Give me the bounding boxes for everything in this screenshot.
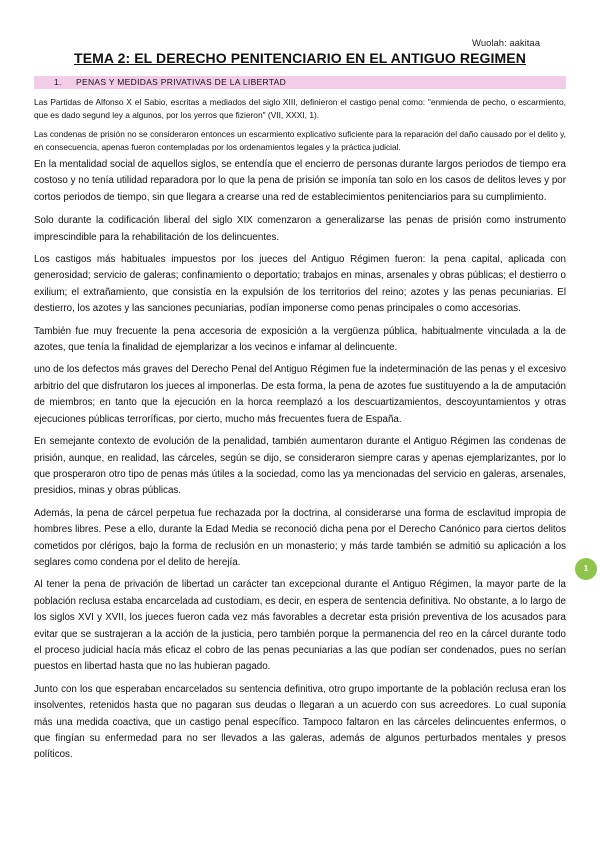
paragraph: También fue muy frecuente la pena accesoria de exposición a la vergüenza pública, habitualmente vinculada a la de azotes, que tenía la finalidad de ejemplarizar a los vecinos e infamar al delincuente.	[34, 325, 566, 354]
watermark-text: Wuolah: aakitaa	[472, 38, 540, 49]
document-title: TEMA 2: EL DERECHO PENITENCIARIO EN EL ANTIGUO REGIMEN	[74, 50, 526, 66]
paragraph: Las Partidas de Alfonso X el Sabio, escritas a mediados del siglo XIII, definieron el castigo penal como: "enmienda de pecho, o escarmiento, que es dado segund ley a algunos, por los yerros que fizieron" (VII, XXXI, 1).	[34, 97, 566, 120]
section-heading: PENAS Y MEDIDAS PRIVATIVAS DE LA LIBERTAD	[76, 77, 287, 87]
paragraph: En semejante contexto de evolución de la penalidad, también aumentaron durante el Antiguo Régimen las condenas de prisión, aunque, en realidad, las cárceles, según se dijo, se consideraron siempre caras y apenas ejemplarizantes, por lo que prosperaron otro tipo de penas más útiles a la sociedad, como las ya mencionadas del servicio en galeras, arsenales, presidios, minas y obras públicas.	[34, 436, 566, 497]
section-heading-bar	[34, 76, 566, 89]
paragraph: Además, la pena de cárcel perpetua fue rechazada por la doctrina, al considerarse una forma de esclavitud impropia de hombres libres. Pese a ello, durante la Edad Media se reconoció dicha pena por el Derecho Canónico para ciertos delitos cometidos por clérigos, bajo la forma de reclusión en un monasterio; y más tarde también se admitió su aplicación a los seglares como condena por el delito de herejía.	[34, 507, 566, 568]
paragraph: Los castigos más habituales impuestos por los jueces del Antiguo Régimen fueron: la pena capital, aplicada con generosidad; servicio de galeras; confinamiento o deportatio; trabajos en minas, arsenales y obras públicas; el destierro o exilium; el extrañamiento, que consistía en la expulsión de los territorios del reino; azotes y las penas pecuniarias. El destierro, los azotes y las sanciones pecuniarias, podían imponerse como penas principales o como accesorias.	[34, 254, 566, 315]
paragraph: uno de los defectos más graves del Derecho Penal del Antiguo Régimen fue la indeterminación de las penas y el excesivo arbitrio del que disfrutaron los jueces al imponerlas. De esta forma, la pena de azotes fue sustituyendo a la de amputación de miembros; en tanto que la ejecución en la horca reemplazó a los descuartizamientos, descoyuntamientos y otras ejecuciones públicas terroríficas, por cierto, mucho más frecuentes fuera de España.	[34, 364, 566, 425]
paragraph: Solo durante la codificación liberal del siglo XIX comenzaron a generalizarse las penas de prisión como instrumento imprescindible para la rehabilitación de los delincuentes.	[34, 215, 566, 243]
paragraph: En la mentalidad social de aquellos siglos, se entendía que el encierro de personas durante largos periodos de tiempo era costoso y no tenía utilidad reparadora por lo que la pena de prisión se imponía tan solo en los casos de delitos leves y por cortos periodos de tiempo, sin que llegara a crearse una red de establecimientos penitenciarios para su cumplimiento.	[34, 159, 566, 203]
paragraph: Al tener la pena de privación de libertad un carácter tan excepcional durante el Antiguo Régimen, la mayor parte de la población reclusa estaba encarcelada ad custodiam, es decir, en espera de sentencia definitiva. No obstante, a lo largo de los siglos XVI y XVII, los jueces fueron cada vez más favorables a decretar esta prisión preventiva de los acusados para evitar que se sustrajeran a la acción de la justicia, pero también porque la permanencia del reo en la cárcel durante todo el proceso judicial hacía más eficaz el cobro de las penas pecuniarias a las que podían ser condenados, pues no serían puestos en libertad hasta que no las hubieran pagado.	[34, 579, 566, 673]
section-number: 1.	[54, 77, 62, 87]
paragraph: Junto con los que esperaban encarcelados su sentencia definitiva, otro grupo importante de la población reclusa eran los insolventes, retenidos hasta que no pagaran sus deudas o llegaran a un acuerdo con sus acreedores. Lo cual suponía más una medida coactiva, que un castigo penal específico. Tampoco faltaron en las cárceles delincuentes enfermos, o que fingían su enfermedad para no ser llevados a las galeras, además de algunos perturbados mentales y presos políticos.	[34, 683, 566, 761]
paragraph: Las condenas de prisión no se consideraron entonces un escarmiento explicativo suficiente para la reparación del daño causado por el delito y, en consecuencia, apenas fueron contempladas por los ordenamientos legales y la práctica judicial.	[34, 129, 566, 152]
page-number-badge: 1	[575, 558, 597, 580]
document-body	[34, 96, 566, 764]
